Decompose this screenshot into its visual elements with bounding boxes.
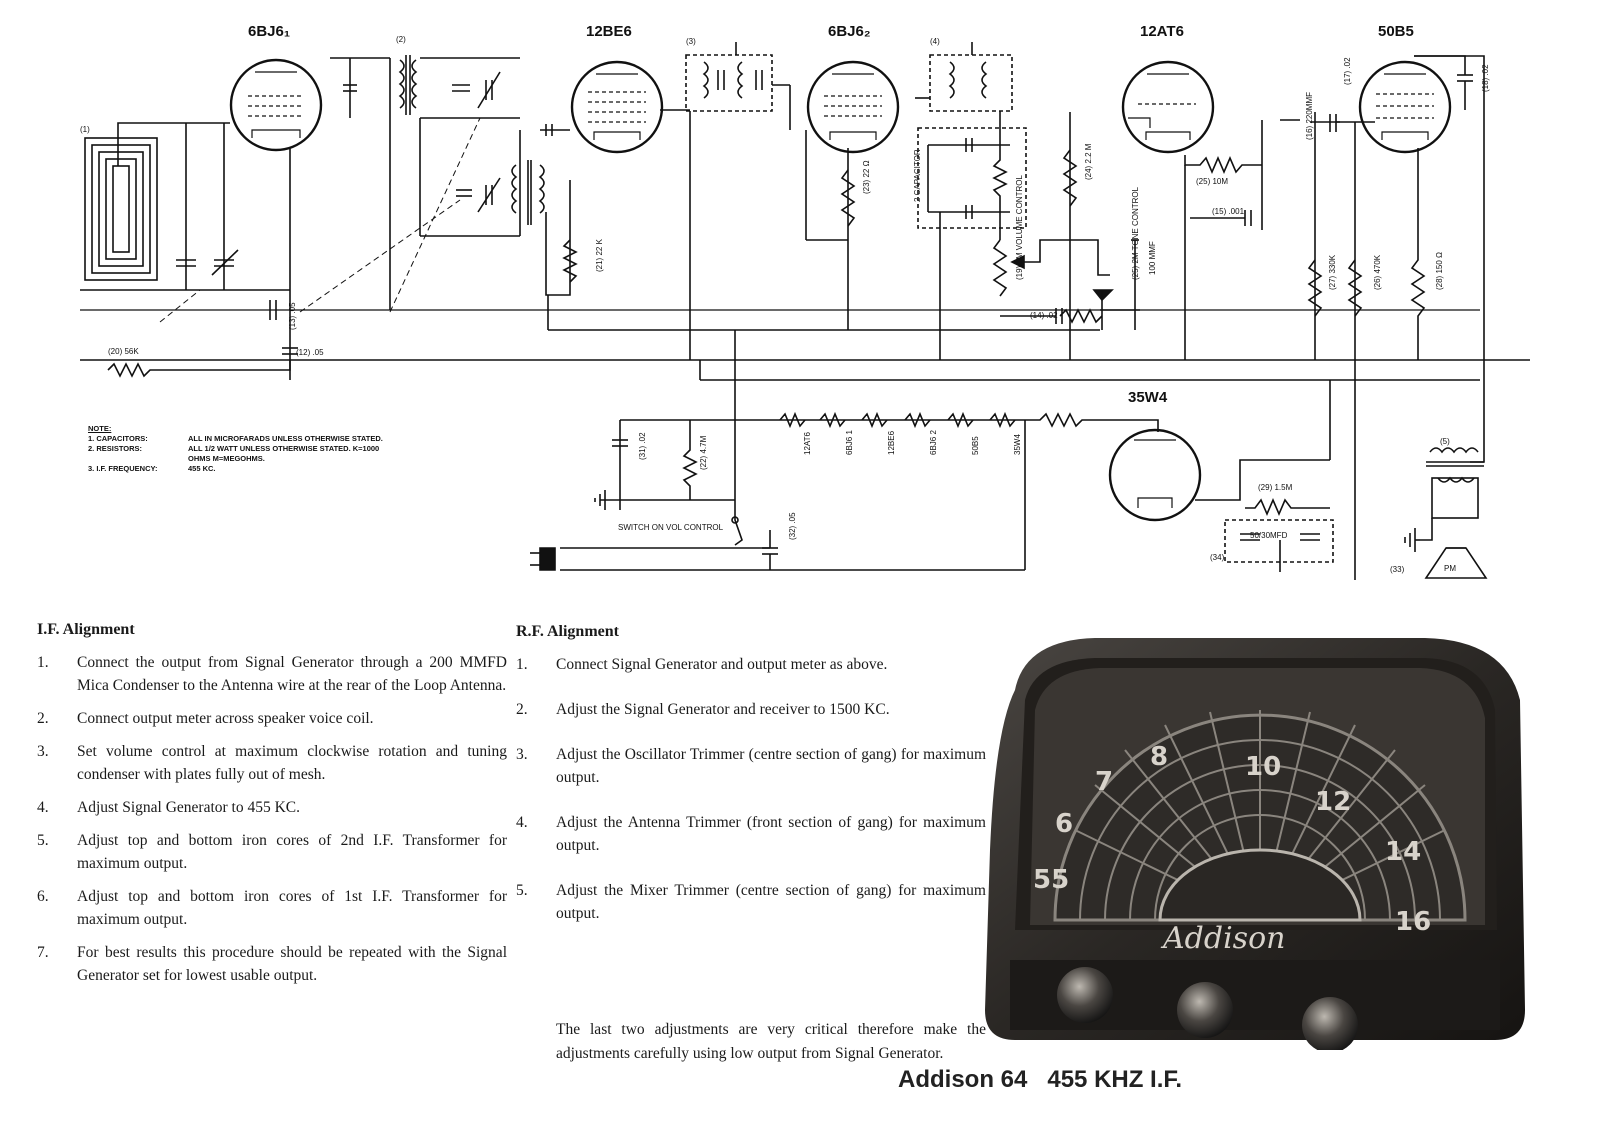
- component-label: 50/30MFD: [1250, 531, 1288, 540]
- heater-label: 12AT6: [803, 432, 812, 455]
- rf-alignment-title: R.F. Alignment: [516, 623, 619, 640]
- if-step: 1. Connect the output from Signal Generator through a 200 MMFD Mica Condenser to the Antenna wire at the rear of the Loop Antenna.: [37, 654, 507, 694]
- component-label: (22) 4.7M: [699, 435, 708, 470]
- note-item: 3. I.F. FREQUENCY: 455 KC.: [88, 464, 216, 473]
- component-label: (20) 56K: [108, 347, 139, 356]
- component-label: (28) 150 Ω: [1435, 252, 1444, 290]
- tube-label-12be6: 12BE6: [586, 23, 632, 40]
- component-label: (13) .05: [288, 302, 297, 330]
- dial-number: 6: [1055, 809, 1074, 839]
- if-alignment-section: [37, 618, 507, 997]
- note-item: 2. RESISTORS: ALL 1/2 WATT UNLESS OTHERWISE STATED. K=1000 OHMS M=MEGOHMS.: [88, 444, 380, 463]
- rf-alignment-note: The last two adjustments are very critical therefore make the adjustments carefully using low output from Signal Generator.: [556, 1021, 986, 1062]
- component-label: (3): [686, 37, 696, 46]
- component-label: (15) .001: [1212, 207, 1245, 216]
- if-alignment-steps: [37, 651, 507, 987]
- knob: [1177, 982, 1233, 1038]
- component-label: (4): [930, 37, 940, 46]
- rf-step: 2. Adjust the Signal Generator and receiver to 1500 KC.: [516, 701, 890, 718]
- tube-label-6bj6-2: 6BJ6₂: [828, 23, 871, 40]
- heater-label: 35W4: [1013, 434, 1022, 455]
- note-title: NOTE:: [88, 424, 112, 433]
- tube-6bj6-2: [808, 62, 898, 152]
- rf-step: 3. Adjust the Oscillator Trimmer (centre section of gang) for maximum output.: [516, 746, 986, 786]
- tube-label-12at6: 12AT6: [1140, 23, 1184, 40]
- radio-illustration: [985, 630, 1525, 1050]
- if-step: 6. Adjust top and bottom iron cores of 1st I.F. Transformer for maximum output.: [37, 888, 507, 928]
- component-label: (23) 22 Ω: [862, 160, 871, 194]
- rf-alignment-section: [516, 620, 986, 935]
- component-label: (27) 330K: [1328, 254, 1337, 290]
- component-label: (2): [396, 35, 406, 44]
- tube-label-50b5: 50B5: [1378, 23, 1414, 40]
- rf-alignment-steps: [516, 653, 986, 925]
- if-alignment-title: I.F. Alignment: [37, 621, 135, 638]
- heater-label: 12BE6: [887, 430, 896, 455]
- component-label: (26) 470K: [1373, 254, 1382, 290]
- heater-string-labels: [803, 430, 1022, 455]
- dial-number: 12: [1315, 787, 1352, 817]
- component-label: (33): [1390, 565, 1405, 574]
- speaker-label: PM: [1444, 564, 1456, 573]
- if-step: 2. Connect output meter across speaker voice coil.: [37, 710, 374, 727]
- schematic-note: [88, 424, 388, 474]
- dial-number: 10: [1245, 752, 1282, 782]
- tube-12be6: [572, 62, 662, 152]
- component-label: (32) .05: [788, 512, 797, 540]
- if-step: 5. Adjust top and bottom iron cores of 2nd I.F. Transformer for maximum output.: [37, 832, 507, 872]
- tube-35w4: [1110, 430, 1200, 520]
- switch-label: SWITCH ON VOL CONTROL: [618, 523, 724, 532]
- dial-number: 8: [1150, 742, 1169, 772]
- component-label: (5): [1440, 437, 1450, 446]
- tube-6bj6-1: [231, 60, 321, 150]
- component-label: (14) .02: [1030, 311, 1058, 320]
- component-label: (31) .02: [638, 432, 647, 460]
- component-label: (21) 22 K: [595, 239, 604, 272]
- dial-number: 16: [1395, 907, 1432, 937]
- component-label: (16) 220MMF: [1305, 91, 1314, 140]
- dial-number: 14: [1385, 837, 1422, 867]
- dial-number: 7: [1095, 767, 1114, 797]
- component-label: (24) 2.2 M: [1084, 143, 1093, 180]
- rf-step: 5. Adjust the Mixer Trimmer (centre section of gang) for maximum output.: [516, 882, 986, 922]
- component-label: (34): [1210, 553, 1225, 562]
- loop-antenna: [85, 138, 157, 280]
- dial-number: 55: [1033, 865, 1070, 895]
- rf-step: 1. Connect Signal Generator and output meter as above.: [516, 656, 888, 673]
- heater-label: 50B5: [971, 436, 980, 455]
- rf-step: 4. Adjust the Antenna Trimmer (front section of gang) for maximum output.: [516, 814, 986, 854]
- tube-label-35w4: 35W4: [1128, 389, 1168, 406]
- tube-12at6: [1123, 62, 1213, 152]
- knob: [1057, 967, 1113, 1023]
- component-label: (1): [80, 125, 90, 134]
- caption: Addison 64 455 KHZ I.F.: [898, 1066, 1183, 1093]
- tone-control-label: (25) 2M TONE CONTROL: [1131, 186, 1140, 280]
- tube-label-6bj6-1: 6BJ6₁: [248, 23, 291, 40]
- component-label: 2 CAPACITOR: [913, 149, 922, 202]
- component-label: (29) 1.5M: [1258, 483, 1293, 492]
- component-label: (17) .02: [1343, 57, 1352, 85]
- component-label: 100 MMF: [1148, 241, 1157, 275]
- component-label: (18) .02: [1481, 64, 1490, 92]
- tube-50b5: [1360, 62, 1450, 152]
- brand-logo: Addison: [1163, 921, 1286, 956]
- if-step: 4. Adjust Signal Generator to 455 KC.: [37, 799, 301, 816]
- if-step: 3. Set volume control at maximum clockwise rotation and tuning condenser with plates fully out of mesh.: [37, 743, 507, 783]
- component-label: (25) 10M: [1196, 177, 1229, 186]
- heater-label: 6BJ6 2: [929, 430, 938, 455]
- component-label: (12) .05: [296, 348, 324, 357]
- if-step: 7. For best results this procedure should be repeated with the Signal Generator set for lowest usable output.: [37, 944, 507, 984]
- volume-control-label: (19) 1M VOLUME CONTROL: [1015, 175, 1024, 280]
- heater-label: 6BJ6 1: [845, 430, 854, 455]
- note-item: 1. CAPACITORS: ALL IN MICROFARADS UNLESS OTHERWISE STATED.: [88, 434, 383, 443]
